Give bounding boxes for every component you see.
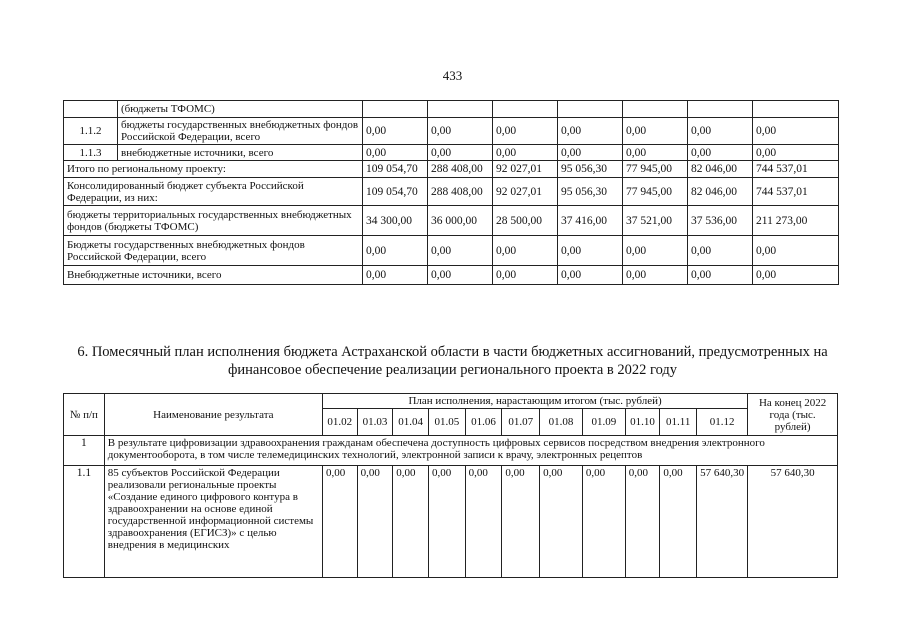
section-row: [64, 436, 838, 466]
month-value: 0,00: [322, 466, 357, 578]
budget-cell: 0,00: [753, 236, 839, 266]
section-row-num: 1: [64, 436, 105, 466]
budget-cell: 92 027,01: [493, 178, 558, 206]
month-header: 01.09: [582, 409, 625, 436]
budget-cell: 0,00: [623, 236, 688, 266]
month-header: 01.10: [625, 409, 660, 436]
budget-cell: 109 054,70: [363, 161, 428, 178]
budget-cell: 0,00: [363, 145, 428, 161]
budget-row: [64, 118, 839, 145]
month-header: 01.12: [697, 409, 748, 436]
month-value: 0,00: [582, 466, 625, 578]
budget-cell: 0,00: [363, 266, 428, 285]
budget-row-num: 1.1.3: [64, 145, 118, 161]
section-title: 6. Помесячный план исполнения бюджета Астраханской области в части бюджетных ассигнований, предусмотренных на финансовое обеспечение реализации регионального проекта в 2022 году: [77, 344, 828, 378]
budget-cell: 744 537,01: [753, 178, 839, 206]
budget-row-label: бюджеты государственных внебюджетных фондов Российской Федерации, всего: [118, 118, 363, 145]
budget-cell: [688, 101, 753, 118]
budget-cell: 0,00: [558, 118, 623, 145]
budget-cell: 211 273,00: [753, 206, 839, 236]
budget-cell: 0,00: [688, 236, 753, 266]
budget-cell: 34 300,00: [363, 206, 428, 236]
budget-cell: 82 046,00: [688, 178, 753, 206]
plan-header-row: [64, 394, 838, 409]
budget-cell: 37 521,00: [623, 206, 688, 236]
budget-row-label: бюджеты территориальных государственных внебюджетных фондов (бюджеты ТФОМС): [64, 206, 363, 236]
budget-cell: 0,00: [428, 118, 493, 145]
budget-cell: 0,00: [493, 118, 558, 145]
budget-cell: 82 046,00: [688, 161, 753, 178]
budget-row: [64, 101, 839, 118]
budget-cell: 288 408,00: [428, 178, 493, 206]
budget-cell: [558, 101, 623, 118]
budget-row-label: (бюджеты ТФОМС): [118, 101, 363, 118]
month-value: 0,00: [625, 466, 660, 578]
budget-cell: 36 000,00: [428, 206, 493, 236]
header-end-of-year: На конец 2022 года (тыс. рублей): [748, 394, 838, 436]
month-value: 0,00: [502, 466, 540, 578]
budget-table: [63, 100, 839, 285]
budget-row: [64, 236, 839, 266]
result-row-num: 1.1: [64, 466, 105, 578]
budget-cell: 0,00: [363, 236, 428, 266]
month-value: 0,00: [540, 466, 583, 578]
budget-cell: [753, 101, 839, 118]
budget-row-label: Итого по региональному проекту:: [64, 161, 363, 178]
month-value: 57 640,30: [697, 466, 748, 578]
month-value: 0,00: [660, 466, 697, 578]
budget-cell: 0,00: [688, 118, 753, 145]
month-header: 01.02: [322, 409, 357, 436]
budget-cell: 28 500,00: [493, 206, 558, 236]
budget-cell: 0,00: [428, 266, 493, 285]
month-header: 01.04: [393, 409, 429, 436]
monthly-plan-table: [63, 393, 838, 578]
budget-cell: 0,00: [753, 145, 839, 161]
budget-row-label: Внебюджетные источники, всего: [64, 266, 363, 285]
budget-cell: 37 416,00: [558, 206, 623, 236]
budget-cell: 95 056,30: [558, 178, 623, 206]
budget-cell: 77 945,00: [623, 178, 688, 206]
budget-cell: [493, 101, 558, 118]
end-of-year-value: 57 640,30: [748, 466, 838, 578]
header-plan-group: План исполнения, нарастающим итогом (тыс. рублей): [322, 394, 747, 409]
result-row: [64, 466, 838, 578]
page-number: 433: [442, 68, 463, 83]
month-value: 0,00: [465, 466, 502, 578]
budget-cell: 0,00: [753, 266, 839, 285]
budget-cell: 0,00: [623, 118, 688, 145]
month-header: 01.08: [540, 409, 583, 436]
month-value: 0,00: [357, 466, 393, 578]
section-row-text: В результате цифровизации здравоохранения гражданам обеспечена доступность цифровых сервисов посредством внедрения электронного документооборота, в том числе телемедицинских технологий, электронной записи к врачу, электронных рецептов: [104, 436, 837, 466]
month-header: 01.07: [502, 409, 540, 436]
budget-row-label: внебюджетные источники, всего: [118, 145, 363, 161]
budget-cell: 109 054,70: [363, 178, 428, 206]
budget-cell: 0,00: [558, 236, 623, 266]
budget-row-num: [64, 101, 118, 118]
budget-row: [64, 266, 839, 285]
result-row-name: 85 субъектов Российской Федерации реализовали региональные проекты «Создание единого цифрового контура в здравоохранении на основе единой государственной информационной системы здравоохранения (ЕГИСЗ)» с целью внедрения в медицинских: [104, 466, 322, 578]
budget-cell: 0,00: [493, 145, 558, 161]
budget-cell: 92 027,01: [493, 161, 558, 178]
month-value: 0,00: [428, 466, 465, 578]
budget-cell: [428, 101, 493, 118]
budget-cell: 0,00: [493, 266, 558, 285]
budget-cell: 95 056,30: [558, 161, 623, 178]
budget-cell: 0,00: [493, 236, 558, 266]
budget-cell: [363, 101, 428, 118]
budget-cell: 0,00: [428, 145, 493, 161]
budget-cell: 744 537,01: [753, 161, 839, 178]
month-header: 01.11: [660, 409, 697, 436]
budget-cell: 0,00: [623, 145, 688, 161]
budget-cell: 288 408,00: [428, 161, 493, 178]
month-header: 01.03: [357, 409, 393, 436]
budget-row-label: Бюджеты государственных внебюджетных фондов Российской Федерации, всего: [64, 236, 363, 266]
budget-cell: 0,00: [688, 266, 753, 285]
month-header: 01.05: [428, 409, 465, 436]
budget-cell: 0,00: [558, 266, 623, 285]
budget-cell: 0,00: [428, 236, 493, 266]
budget-row: [64, 161, 839, 178]
budget-row-label: Консолидированный бюджет субъекта Российской Федерации, из них:: [64, 178, 363, 206]
budget-cell: 0,00: [753, 118, 839, 145]
budget-row-num: 1.1.2: [64, 118, 118, 145]
budget-cell: [623, 101, 688, 118]
budget-cell: 77 945,00: [623, 161, 688, 178]
month-header: 01.06: [465, 409, 502, 436]
header-num: № п/п: [64, 394, 105, 436]
budget-cell: 37 536,00: [688, 206, 753, 236]
budget-cell: 0,00: [558, 145, 623, 161]
month-value: 0,00: [393, 466, 429, 578]
budget-row: [64, 145, 839, 161]
budget-cell: 0,00: [623, 266, 688, 285]
budget-row: [64, 178, 839, 206]
budget-cell: 0,00: [688, 145, 753, 161]
budget-row: [64, 206, 839, 236]
header-name: Наименование результата: [104, 394, 322, 436]
budget-cell: 0,00: [363, 118, 428, 145]
